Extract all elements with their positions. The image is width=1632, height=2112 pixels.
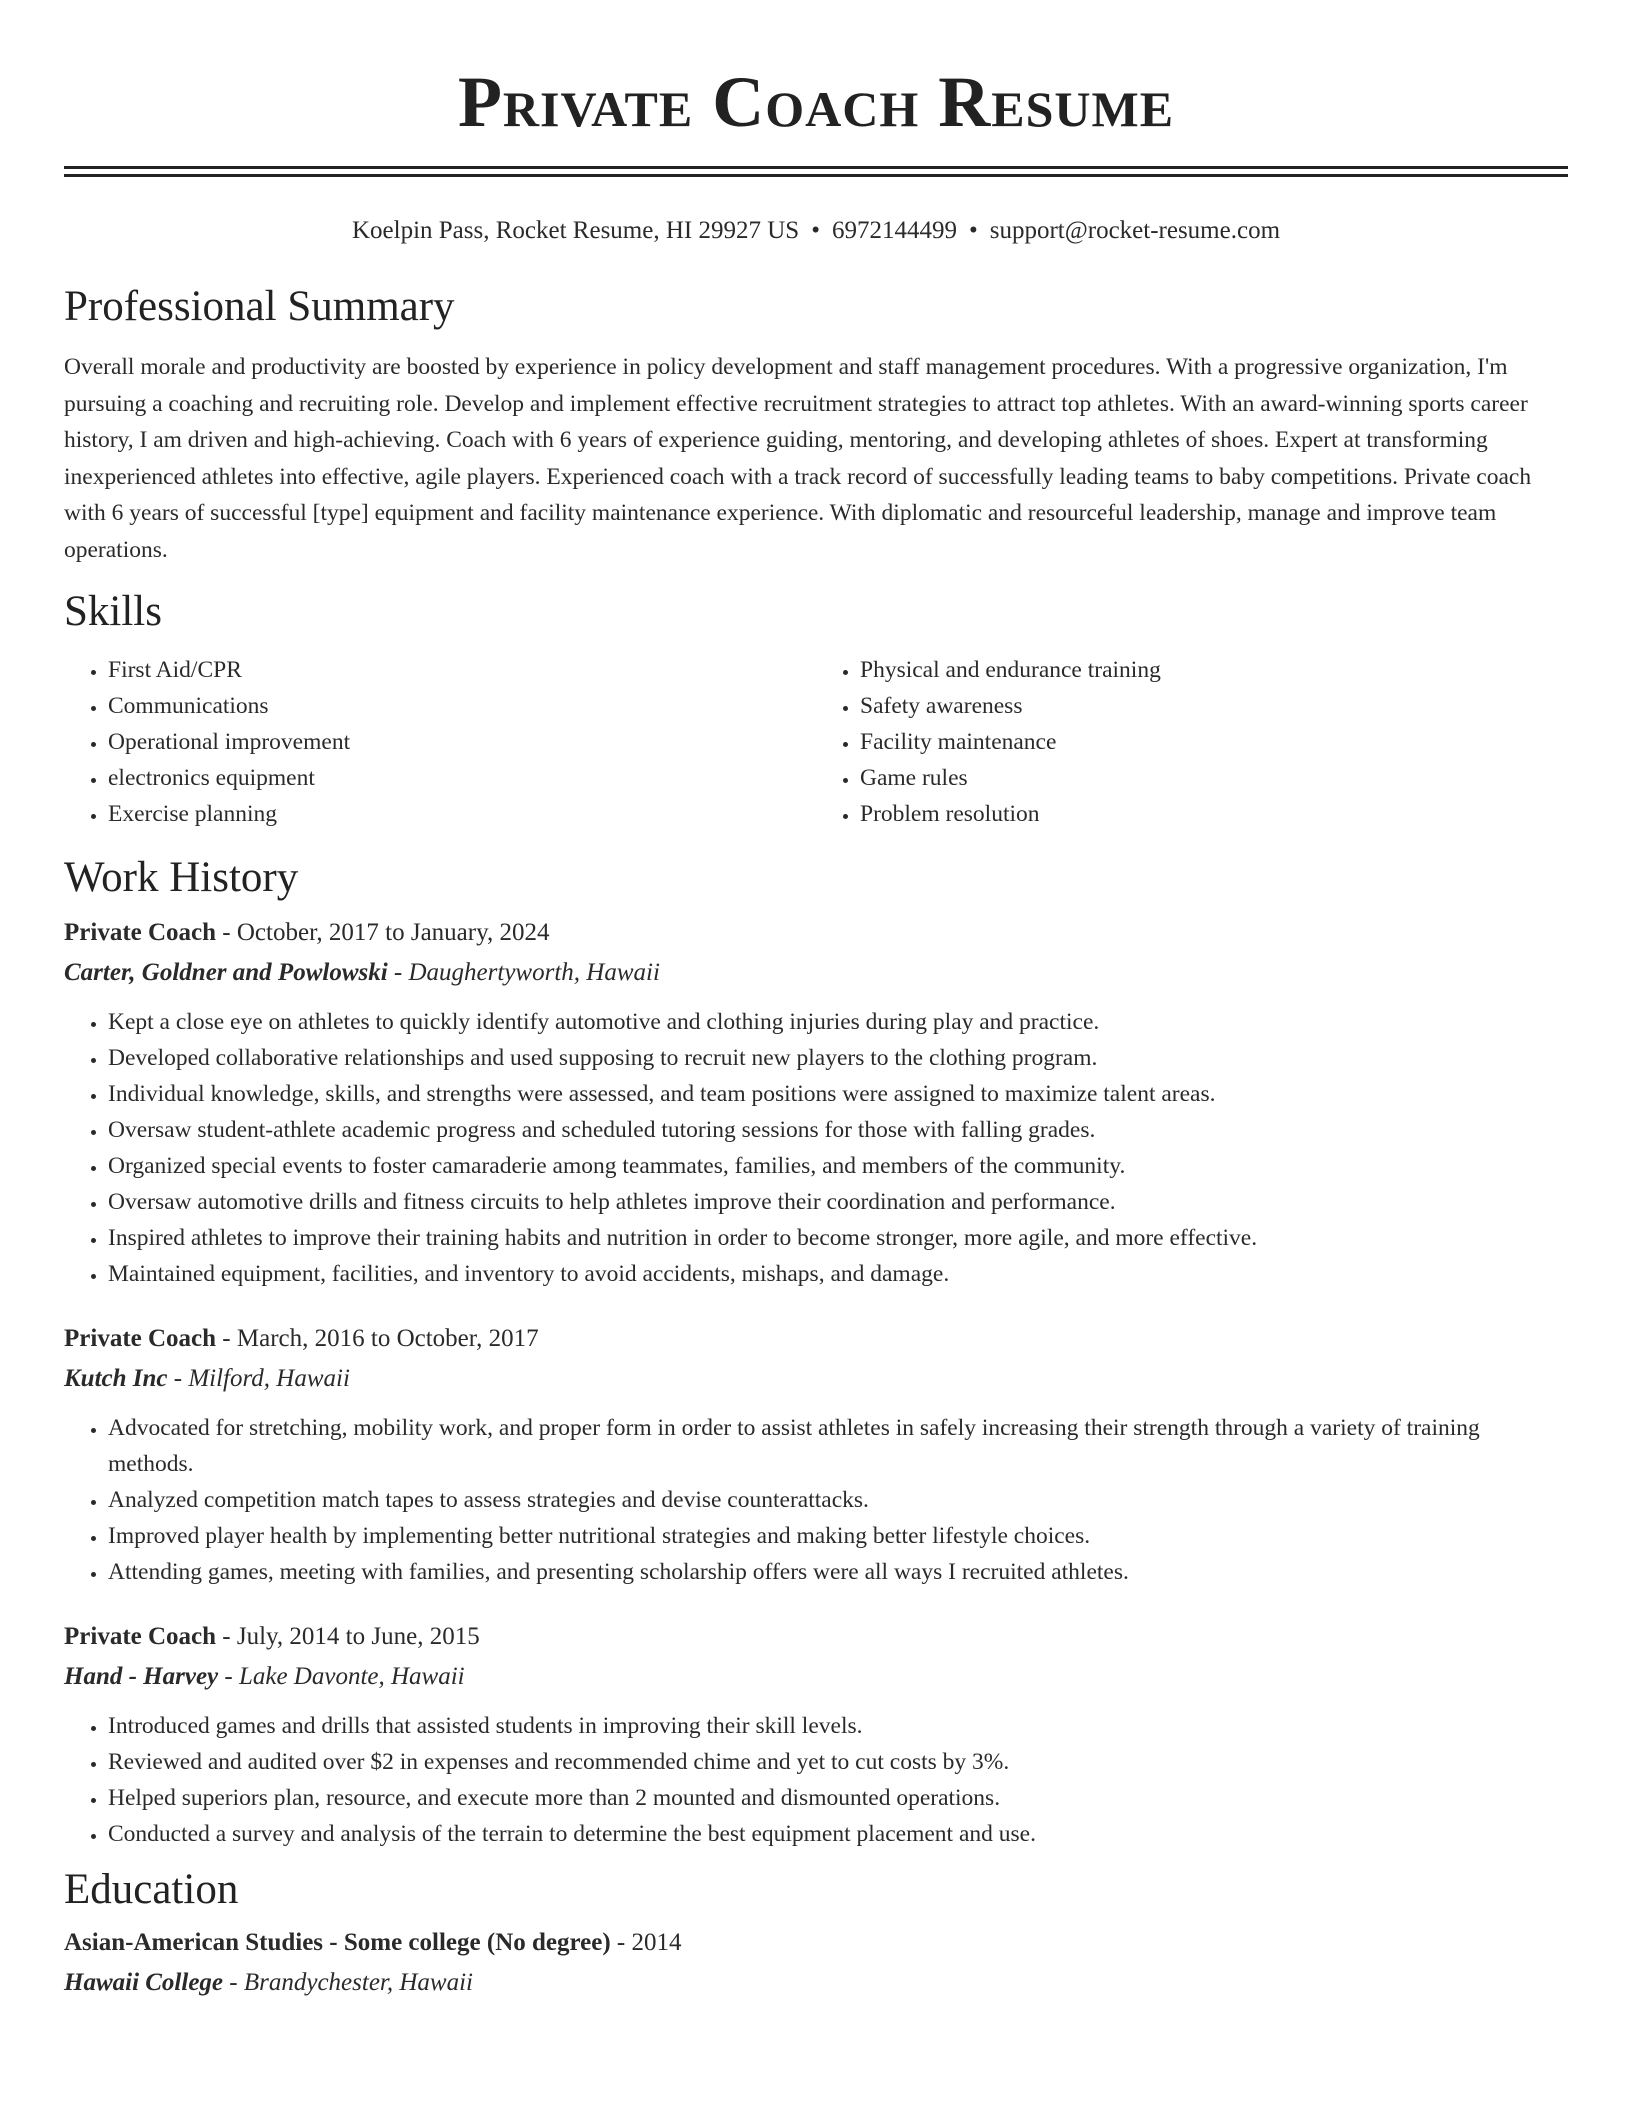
job-heading [64, 1620, 1568, 1654]
summary-heading: Professional Summary [64, 283, 455, 330]
job-heading [64, 916, 1568, 950]
job-heading [64, 1322, 1568, 1356]
job-entry [64, 1322, 1568, 1590]
job-employer [64, 1660, 1568, 1694]
skill-item: • First Aid/CPR [108, 652, 816, 688]
job-bullet: • Oversaw student-athlete academic progress and scheduled tutoring sessions for those with falling grades. [108, 1112, 1568, 1148]
job-company: Hand - Harvey [64, 1663, 219, 1690]
skills-heading: Skills [64, 588, 162, 635]
job-bullet: • Kept a close eye on athletes to quickly identify automotive and clothing injuries during play and practice. [108, 1004, 1568, 1040]
job-bullet-list [64, 1410, 1568, 1590]
education-degree: Asian-American Studies - Some college (No degree) [64, 1929, 611, 1956]
contact-email[interactable]: support@rocket-resume.com [989, 217, 1281, 244]
job-dates: - March, 2016 to October, 2017 [216, 1325, 539, 1352]
job-bullet: • Introduced games and drills that assisted students in improving their skill levels. [108, 1708, 1568, 1744]
job-title: Private Coach [64, 1325, 217, 1352]
job-entry [64, 916, 1568, 1292]
skill-item: • Facility maintenance [860, 724, 1568, 760]
job-dates: - July, 2014 to June, 2015 [216, 1623, 480, 1650]
job-bullet-list [64, 1004, 1568, 1292]
skill-item: • Safety awareness [860, 688, 1568, 724]
contact-phone: 6972144499 [831, 217, 957, 244]
education-school: Hawaii College [64, 1969, 224, 1996]
job-bullet: • Inspired athletes to improve their training habits and nutrition in order to become stronger, more agile, and more effective. [108, 1220, 1568, 1256]
job-location: - Daughertyworth, Hawaii [387, 959, 660, 986]
education-heading: Education [64, 1866, 239, 1913]
job-employer [64, 1362, 1568, 1396]
education-school-line [64, 1966, 1568, 2000]
skill-item: • Communications [108, 688, 816, 724]
summary-text: Overall morale and productivity are boosted by experience in policy development and staff management procedures. With a progressive organization, I'm pursuing a coaching and recruiting role. Develop and implement effective recruitment strategies to attract top athletes. With an award-winning sports career history, I am driven and high-achieving. Coach with 6 years of experience guiding, mentoring, and developing athletes of shoes. Expert at transforming inexperienced athletes into effective, agile players. Experienced coach with a track record of successfully leading teams to baby competitions. Private coach with 6 years of successful [type] equipment and facility maintenance experience. With diplomatic and resourceful leadership, manage and improve team operations. [64, 354, 1532, 563]
job-employer [64, 956, 1568, 990]
job-bullet: • Oversaw automotive drills and fitness circuits to help athletes improve their coordination and performance. [108, 1184, 1568, 1220]
job-bullet: • Advocated for stretching, mobility work, and proper form in order to assist athletes in safely increasing their strength through a variety of training methods. [108, 1410, 1568, 1482]
job-bullet: • Conducted a survey and analysis of the terrain to determine the best equipment placement and use. [108, 1816, 1568, 1852]
job-dates: - October, 2017 to January, 2024 [216, 919, 550, 946]
skill-item: • Physical and endurance training [860, 652, 1568, 688]
job-bullet: • Improved player health by implementing better nutritional strategies and making better lifestyle choices. [108, 1518, 1568, 1554]
job-bullet: • Individual knowledge, skills, and strengths were assessed, and team positions were assigned to maximize talent areas. [108, 1076, 1568, 1112]
contact-address: Koelpin Pass, Rocket Resume, HI 29927 US [351, 217, 800, 244]
job-bullet: • Maintained equipment, facilities, and inventory to avoid accidents, mishaps, and damage. [108, 1256, 1568, 1292]
job-bullet: • Helped superiors plan, resource, and execute more than 2 mounted and dismounted operations. [108, 1780, 1568, 1816]
job-location: - Milford, Hawaii [167, 1365, 350, 1392]
contact-separator: • [968, 217, 978, 244]
skill-item: • Problem resolution [860, 796, 1568, 832]
job-title: Private Coach [64, 919, 217, 946]
contact-line [64, 215, 1568, 247]
skills-column-left [64, 652, 816, 832]
skill-item: • Operational improvement [108, 724, 816, 760]
job-company: Kutch Inc [64, 1365, 168, 1392]
contact-separator: • [811, 217, 820, 244]
title-double-rule [64, 166, 1568, 177]
job-entry [64, 1620, 1568, 1852]
job-location: - Lake Davonte, Hawaii [218, 1663, 465, 1690]
skill-item: • electronics equipment [108, 760, 816, 796]
job-bullet: • Developed collaborative relationships and used supposing to recruit new players to the clothing program. [108, 1040, 1568, 1076]
job-bullet: • Organized special events to foster camaraderie among teammates, families, and members of the community. [108, 1148, 1568, 1184]
skill-item: • Exercise planning [108, 796, 816, 832]
skill-item: • Game rules [860, 760, 1568, 796]
skills-column-right [816, 652, 1568, 832]
job-bullet: • Attending games, meeting with families, and presenting scholarship offers were all ways I recruited athletes. [108, 1554, 1568, 1590]
job-company: Carter, Goldner and Powlowski [64, 959, 388, 986]
education-degree-line [64, 1926, 1568, 1960]
education-location: - Brandychester, Hawaii [223, 1969, 473, 1996]
education-year: - 2014 [610, 1929, 682, 1956]
skills-list [64, 652, 1568, 832]
job-bullet: • Reviewed and audited over $2 in expenses and recommended chime and yet to cut costs by 3%. [108, 1744, 1568, 1780]
resume-title: Private Coach Resume [457, 62, 1175, 142]
job-title: Private Coach [64, 1623, 217, 1650]
job-bullet: • Analyzed competition match tapes to assess strategies and devise counterattacks. [108, 1482, 1568, 1518]
education-entry [64, 1926, 1568, 2000]
job-bullet-list [64, 1708, 1568, 1852]
work-history-heading: Work History [64, 854, 299, 901]
